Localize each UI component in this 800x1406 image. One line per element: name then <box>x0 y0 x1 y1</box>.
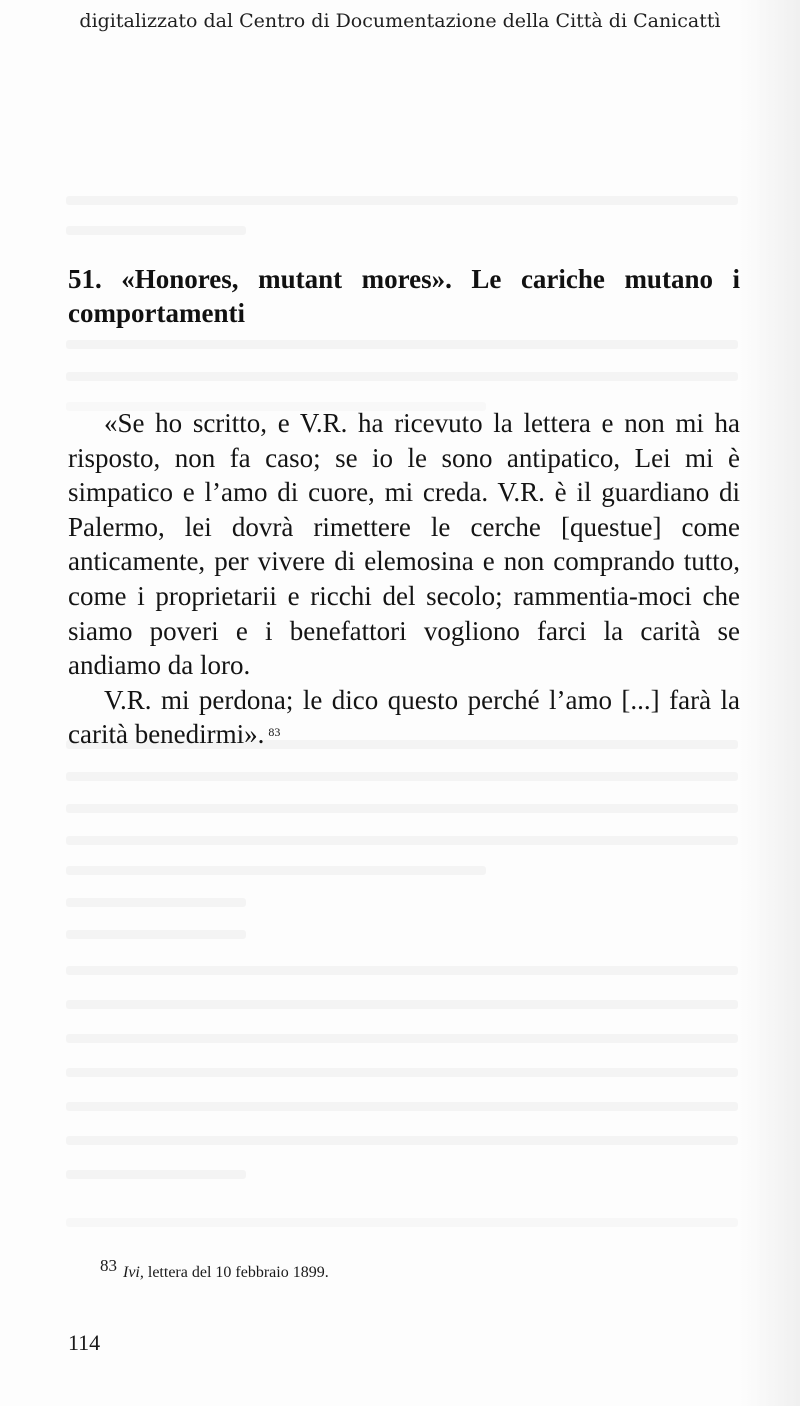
footnote-reference[interactable]: 83 <box>268 725 281 740</box>
digitization-watermark: digitalizzato dal Centro di Documentazione della Città di Canicattì <box>79 10 721 32</box>
footnote-source: Ivi, <box>123 1264 144 1281</box>
footnote-number: 83 <box>100 1256 117 1275</box>
paragraph-2-text: V.R. mi perdona; le dico questo perché l’amo [...] farà la carità benedirmi». <box>68 684 740 750</box>
footnote-text: lettera del 10 febbraio 1899. <box>147 1264 329 1281</box>
paragraph-1: «Se ho scritto, e V.R. ha ricevuto la lettera e non mi ha risposto, non fa caso; se io le sono antipatico, Lei mi è simpatico e l’amo di cuore, mi creda. V.R. è il guardiano di Palermo, lei dovrà rimettere le cerche [questue] come anticamente, per vivere di elemosina e non comprando tutto, come i proprietarii e ricchi del secolo; rammentia-moci che siamo poveri e i benefattori vogliono farci la carità se andiamo da loro. <box>68 408 740 681</box>
footnote <box>100 1256 740 1282</box>
paragraph-2 <box>68 683 740 752</box>
section-heading: 51. «Honores, mutant mores». Le cariche mutano i comportamenti <box>68 264 740 328</box>
page-number: 114 <box>68 1330 101 1355</box>
letter-quote <box>68 406 740 752</box>
page-gutter-shadow <box>740 0 800 1406</box>
